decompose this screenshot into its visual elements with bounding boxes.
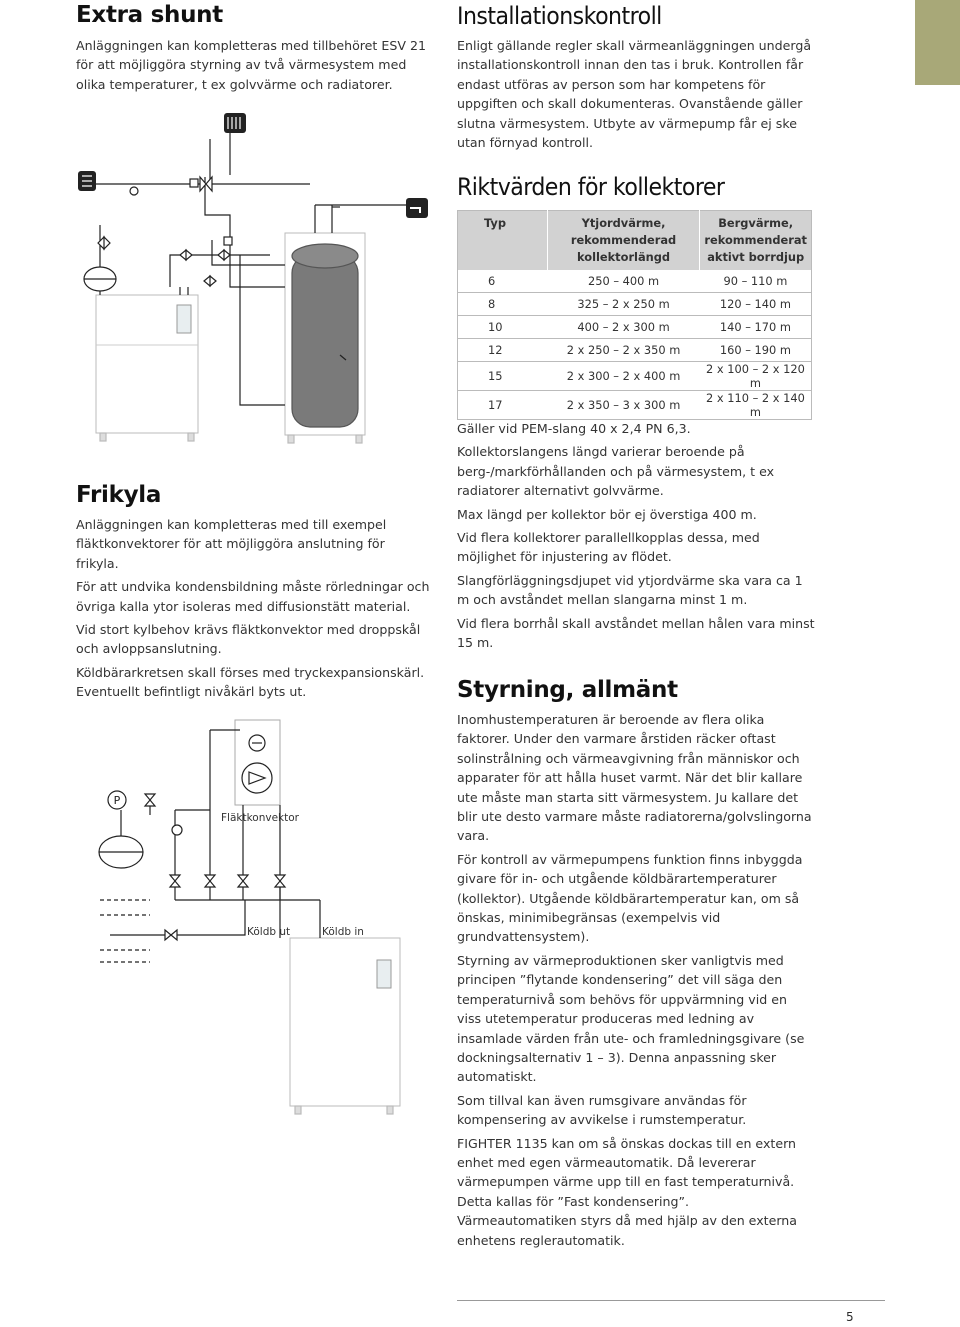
- cell-typ: 6: [458, 270, 548, 293]
- paragraph: Inomhustemperaturen är beroende av flera olika faktorer. Under den varmare årstiden räcker oftast solinstrålning och värmeavgivning från människor och apparater för att hålla huset varmt. När det blir kallare ute måste man starta sitt värmesystem. Ju kallare det blir ute desto varmare måste radiatorerna/golvslingorna vara.: [457, 712, 812, 844]
- table-row: [458, 270, 812, 293]
- table-row: [458, 316, 812, 339]
- koldb-ut-label: Köldb ut: [247, 926, 291, 938]
- extra-shunt-title: Extra shunt: [76, 2, 223, 28]
- cell-typ: 15: [458, 362, 548, 391]
- installationskontroll-title: Installationskontroll: [457, 2, 662, 30]
- cell-typ: 12: [458, 339, 548, 362]
- cell-berg: 2 x 100 – 2 x 120 m: [700, 362, 812, 391]
- styrning-title: Styrning, allmänt: [457, 677, 678, 703]
- cell-typ: 8: [458, 293, 548, 316]
- paragraph: Slangförläggningsdjupet vid ytjordvärme ska vara ca 1 m och avståndet mellan slangarna minst 1 m.: [457, 572, 803, 608]
- paragraph: Max längd per kollektor bör ej överstiga 400 m.: [457, 506, 757, 522]
- table-header-row: [458, 211, 812, 271]
- radiator-icon: [224, 113, 246, 133]
- paragraph: FIGHTER 1135 kan om så önskas dockas till en extern enhet med egen värmeautomatik. Då levererar värmepumpen värme upp till en fast temperaturnivå. Detta kallas för ”Fast kondensering”. Värmeautomatiken styrs då med hjälp av den externa enhetens reglerautomatik.: [457, 1135, 798, 1248]
- page-number: 5: [846, 1310, 854, 1324]
- table-row: [458, 391, 812, 420]
- frikyla-diagram: [95, 710, 430, 1120]
- footer-rule: [457, 1300, 885, 1301]
- cell-typ: 17: [458, 391, 548, 420]
- cell-ytjord: 325 – 2 x 250 m: [547, 293, 700, 316]
- cell-berg: 140 – 170 m: [700, 316, 812, 339]
- paragraph: Kollektorslangens längd varierar beroende på berg-/markförhållanden och på värmesystem, t ex radiatorer alternativt golvvärme.: [457, 444, 775, 499]
- paragraph: För kontroll av värmepumpens funktion finns inbyggda givare för in- och utgående köldbärartemperaturer (kollektor). Utgående köldbärartemperatur kan, om så önskas, minimibegränsas (exempelvis vid grundvattensystem).: [457, 851, 803, 945]
- frikyla-title: Frikyla: [76, 482, 162, 508]
- cell-berg: 120 – 140 m: [700, 293, 812, 316]
- installationskontroll-body: Enligt gällande regler skall värmeanläggningen undergå installationskontroll innan den tas i bruk. Kontrollen får endast utföras av person som har kompetens för uppgiften och skall dokumenteras. Ovanstående gäller slutna värmesystem. Utbyte av värmepump får ej ske utan förnyad kontroll.: [457, 38, 812, 151]
- paragraph: Vid flera borrhål skall avståndet mellan hålen vara minst 15 m.: [457, 615, 815, 651]
- koldb-in-label: Köldb in: [322, 926, 364, 938]
- control-panel-icon: [177, 305, 191, 333]
- control-panel-icon: [377, 960, 391, 988]
- water-heater-tank: [292, 255, 358, 427]
- cell-typ: 10: [458, 316, 548, 339]
- collector-table: [457, 210, 812, 420]
- cell-ytjord: 400 – 2 x 300 m: [547, 316, 700, 339]
- fan-convector-label: Fläktkonvektor: [221, 812, 299, 824]
- paragraph: Gäller vid PEM-slang 40 x 2,4 PN 6,3.: [457, 421, 691, 436]
- paragraph: Köldbärarkretsen skall förses med tryckexpansionskärl. Eventuellt befintligt nivåkärl byts ut.: [76, 664, 425, 700]
- table-row: [458, 339, 812, 362]
- table-row: [458, 362, 812, 391]
- paragraph: Anläggningen kan kompletteras med till exempel fläktkonvektorer för att möjliggöra anslutning för frikyla.: [76, 517, 387, 571]
- riktvarden-title: Riktvärden för kollektorer: [457, 173, 725, 201]
- chapter-tab: [915, 0, 960, 85]
- cell-ytjord: 2 x 250 – 2 x 350 m: [547, 339, 700, 362]
- paragraph: Vid stort kylbehov krävs fläktkonvektor med droppskål och avloppsanslutning.: [76, 622, 421, 657]
- cell-berg: 90 – 110 m: [700, 270, 812, 293]
- col-header-typ: Typ: [458, 211, 548, 271]
- styrning-text: [457, 710, 812, 1254]
- riktvarden-text: [457, 419, 817, 656]
- cell-ytjord: 250 – 400 m: [547, 270, 700, 293]
- cell-ytjord: 2 x 300 – 2 x 400 m: [547, 362, 700, 391]
- cell-ytjord: 2 x 350 – 3 x 300 m: [547, 391, 700, 420]
- cell-berg: 160 – 190 m: [700, 339, 812, 362]
- pressure-gauge-label: P: [113, 794, 121, 807]
- paragraph: Vid flera kollektorer parallellkopplas dessa, med möjlighet för injustering av flödet.: [457, 530, 760, 565]
- paragraph: För att undvika kondensbildning måste rörledningar och övriga kalla ytor isoleras med diffusionstätt material.: [76, 579, 430, 614]
- paragraph: Som tillval kan även rumsgivare användas för kompensering av avvikelse i rumstemperatur.: [457, 1092, 747, 1128]
- col-header-berg: Bergvärme, rekommenderat aktivt borrdjup: [700, 211, 812, 271]
- table-row: [458, 293, 812, 316]
- col-header-ytjord: Ytjordvärme, rekommenderad kollektorlängd: [547, 211, 700, 271]
- extra-shunt-body: Anläggningen kan kompletteras med tillbehöret ESV 21 för att möjliggöra styrning av två värmesystem med olika temperaturer, t ex golvvärme och radiatorer.: [76, 38, 426, 92]
- cell-berg: 2 x 110 – 2 x 140 m: [700, 391, 812, 420]
- frikyla-text: [76, 515, 431, 706]
- paragraph: Styrning av värmeproduktionen sker vanligtvis med principen ”flytande kondensering” det vill säga den temperaturnivå som behövs för uppvärmning vid en viss utetemperatur produceras med ledning av insamlade värden från ute- och framledningsgivare (se dockningsalternativ 1 – 3). Denna anpassning sker automatiskt.: [457, 952, 805, 1085]
- extra-shunt-diagram: [70, 105, 450, 450]
